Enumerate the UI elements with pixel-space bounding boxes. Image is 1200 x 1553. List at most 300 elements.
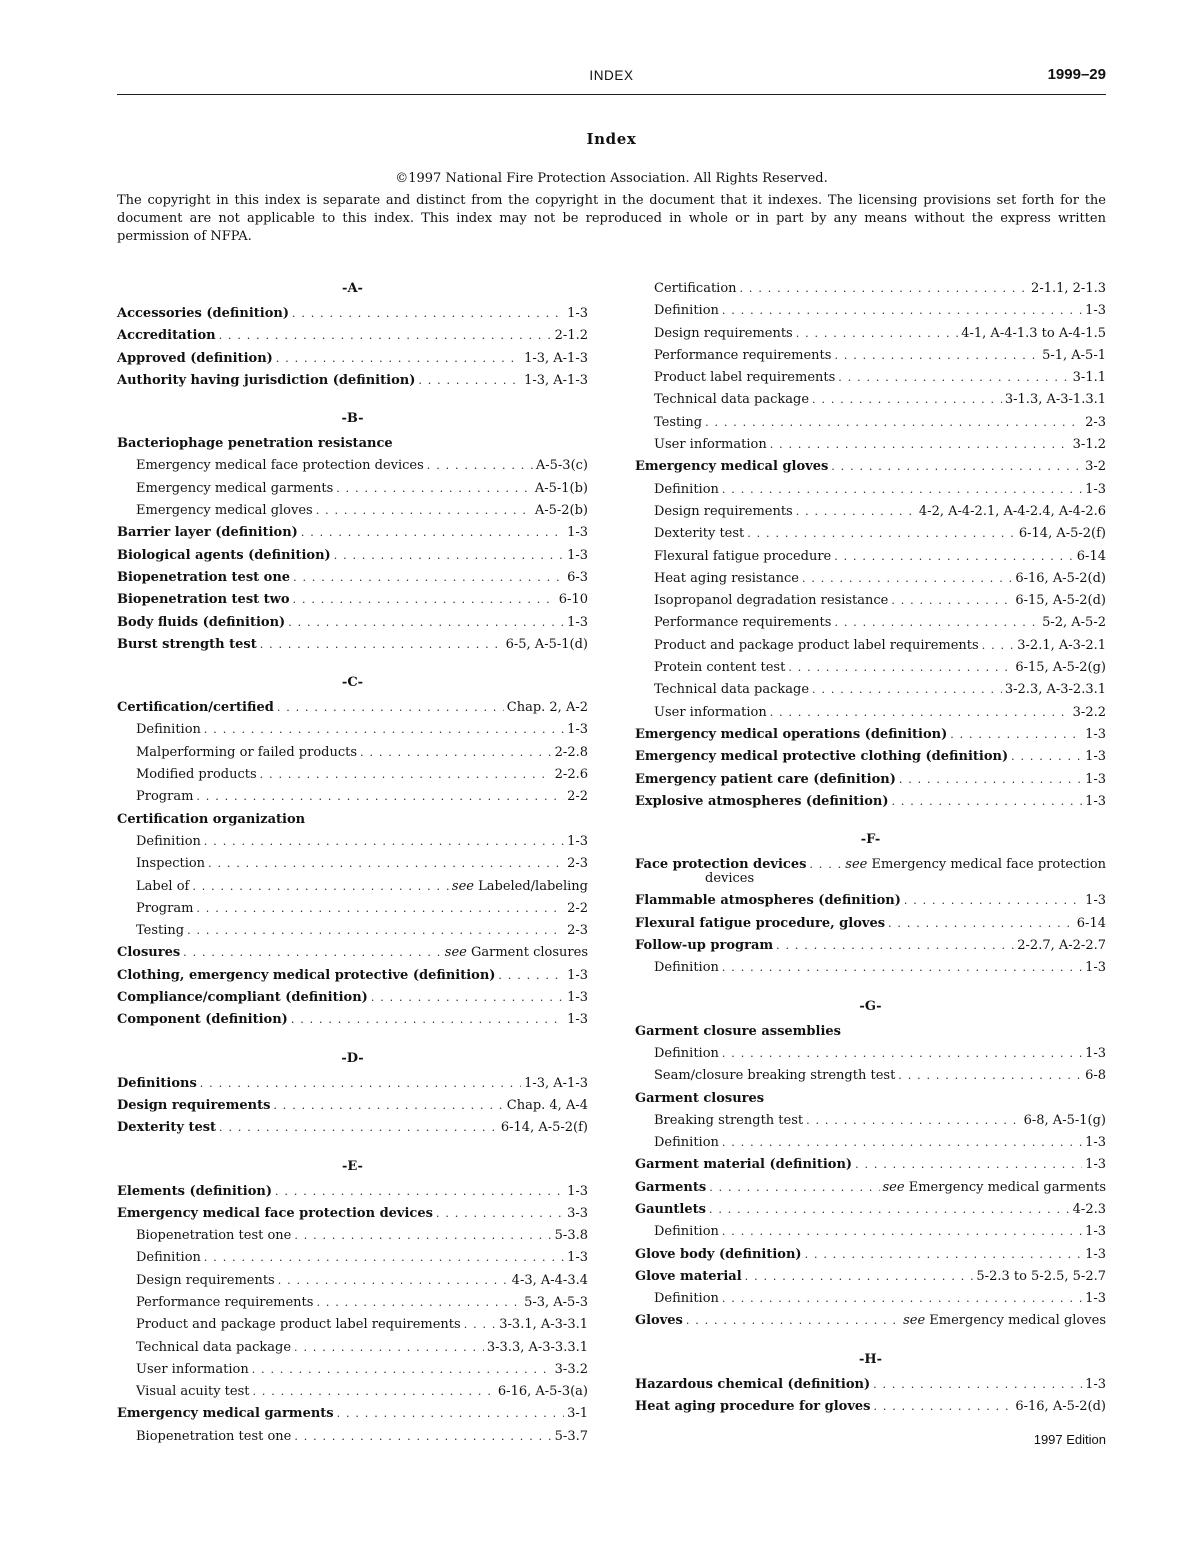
entry-reference: 6-3 [567,569,588,585]
leader-dots [776,935,1014,957]
copyright-notice: The copyright in this index is separate and distinct from the copyright in the document that it indexes. The licensing provisions set forth for the document are not applicable to this index. This index may not be reproduced in whole or in part by any means without the express written permission of NFPA. [117,193,1106,244]
leader-dots [294,1426,551,1448]
leader-dots [273,1095,503,1117]
index-entry [635,1310,1106,1332]
section-letter: -D- [341,1050,364,1066]
entry-term: Authority having jurisdiction (definition) [117,372,416,388]
leader-dots [196,786,564,808]
entry-term: Explosive atmospheres (definition) [635,793,889,809]
leader-dots [294,1337,484,1359]
leader-dots [316,500,532,522]
leader-dots [812,679,1002,701]
section-letter: -F- [860,832,881,848]
entry-reference: 5-3.7 [554,1428,588,1444]
index-subentry [635,546,1106,568]
leader-dots [436,1203,564,1225]
entry-term: Program [136,789,194,805]
entry-term: Glove material [635,1268,742,1284]
entry-term: User information [654,704,767,720]
leader-dots [219,1117,498,1139]
index-subentry [117,1247,588,1269]
leader-dots [336,478,532,500]
index-subentry [117,742,588,764]
index-subentry [635,679,1106,701]
entry-term: Definition [654,1224,719,1240]
leader-dots [208,853,564,875]
leader-dots [747,523,1016,545]
entry-reference: 1-3 [1085,726,1106,742]
entry-reference: 3-3.3, A-3-3.3.1 [486,1339,588,1355]
index-subentry [635,1221,1106,1243]
edition-footer: 1997 Edition [1033,1432,1106,1447]
entry-reference: 3-1.1 [1072,370,1106,386]
entry-reference: 1-3 [1085,771,1106,787]
index-entry [117,325,588,347]
index-entry [117,1403,588,1425]
entry-term: Certification/certified [117,700,274,716]
running-head: INDEX [589,68,634,83]
leader-dots [464,1314,497,1336]
entry-reference: 6-16, A-5-3(a) [497,1384,588,1400]
leader-dots [292,303,564,325]
index-entry [117,567,588,589]
index-subentry [117,1292,588,1314]
index-subentry [635,702,1106,724]
leader-dots [834,546,1074,568]
index-subentry [117,1314,588,1336]
index-entry [117,697,588,719]
leader-dots [722,300,1082,322]
entry-term: Emergency patient care (definition) [635,771,896,787]
entry-term: Breaking strength test [654,1112,804,1128]
see-label: see [444,945,467,961]
index-entry [117,612,588,634]
entry-reference: 1-3 [567,525,588,541]
entry-term: Emergency medical gloves [635,459,829,475]
entry-reference: 6-14 [1076,915,1106,931]
entry-reference: 1-3 [567,306,588,321]
copyright-line: ©1997 National Fire Protection Association. All Rights Reserved. [395,171,828,186]
index-entry [117,348,588,370]
entry-term: Label of [136,878,190,894]
index-entry [117,1203,588,1225]
entry-reference: 4-3, A-4-3.4 [511,1272,588,1288]
page-title: Index [586,130,637,148]
entry-reference [445,942,588,964]
entry-reference: 2-2.6 [554,767,588,783]
entry-reference: 1-3 [567,547,588,563]
index-subentry [635,367,1106,389]
entry-term: Performance requirements [654,347,832,363]
see-label: see [451,878,474,894]
leader-dots [293,589,556,611]
index-entry [635,1244,1106,1266]
entry-reference: 3-2.1, A-3-2.1 [1017,637,1106,653]
entry-term: Performance requirements [654,615,832,631]
entry-term: Technical data package [136,1339,292,1355]
leader-dots [276,348,521,370]
index-subentry [117,920,588,942]
index-subentry [635,501,1106,523]
entry-term: Biological agents (definition) [117,547,331,563]
index-entry [635,769,1106,791]
entry-reference: 6-14, A-5-2(f) [1018,526,1106,542]
entry-term: Definition [136,1250,201,1266]
index-subentry [117,853,588,875]
leader-dots [187,920,564,942]
leader-dots [874,1396,1013,1418]
entry-term: Emergency medical face protection devices [136,458,424,474]
entry-term: Component (definition) [117,1012,288,1028]
entry-term: Barrier layer (definition) [117,525,298,541]
section-letter: -A- [342,281,363,296]
entry-term: Technical data package [654,682,810,698]
entry-term: Protein content test [654,660,786,676]
leader-dots [892,791,1083,813]
leader-dots [805,1244,1083,1266]
entry-reference: 2-2 [567,789,588,805]
entry-reference: 2-2 [567,900,588,916]
leader-dots [809,854,842,876]
leader-dots [291,1009,564,1031]
entry-reference: 6-14, A-5-2(f) [500,1120,588,1136]
entry-term: Definition [136,722,201,738]
entry-reference: 3-2 [1085,459,1106,475]
entry-term: Gauntlets [635,1201,706,1217]
entry-reference: 4-2.3 [1072,1201,1106,1217]
entry-reference: 1-3 [567,990,588,1006]
entry-reference: 6-15, A-5-2(g) [1015,660,1106,676]
index-subentry [635,657,1106,679]
index-subentry [635,479,1106,501]
leader-dots [899,769,1082,791]
index-subentry [635,434,1106,456]
entry-reference: 2-3 [567,923,588,939]
entry-term: Definition [654,1135,719,1151]
entry-term: Heat aging resistance [654,570,799,586]
entry-term: Inspection [136,856,206,872]
entry-reference: 1-3 [567,833,588,849]
leader-dots [745,1266,974,1288]
entry-term: Approved (definition) [117,350,273,366]
entry-reference: 6-10 [558,592,588,608]
leader-dots [709,1199,1070,1221]
entry-reference: 2-3 [567,856,588,872]
see-target: Emergency medical face protection [871,857,1106,873]
index-entry [635,1154,1106,1176]
leader-dots [219,325,552,347]
entry-term: Isopropanol degradation resistance [654,593,889,609]
entry-term: Garment closure assemblies [635,1023,841,1039]
leader-dots [260,634,503,656]
index-subentry [635,612,1106,634]
entry-reference: 1-3 [567,614,588,630]
entry-term: Definition [654,481,719,497]
entry-reference: 1-3 [1085,1045,1106,1061]
leader-dots [277,697,504,719]
leader-dots [316,1292,521,1314]
entry-reference: 1-3 [1085,893,1106,909]
index-entry [117,1095,588,1117]
leader-dots [294,1225,551,1247]
entry-reference: 6-8 [1085,1068,1106,1084]
index-entry [635,791,1106,813]
leader-dots [301,522,564,544]
entry-reference: 1-3 [1085,1157,1106,1173]
entry-term: Certification [654,281,737,296]
entry-term: Burst strength test [117,636,257,652]
entry-reference: 5-3.8 [554,1228,588,1244]
index-subentry [635,345,1106,367]
leader-dots [334,545,564,567]
entry-reference: 1-3 [567,967,588,983]
entry-term: Clothing, emergency medical protective (definition) [117,967,496,983]
index-subentry [117,1359,588,1381]
leader-dots [200,1073,521,1095]
entry-reference: 4-2, A-4-2.1, A-4-2.4, A-4-2.6 [918,503,1106,519]
entry-term: Design requirements [136,1272,275,1288]
leader-dots [204,719,564,741]
entry-term: Follow-up program [635,938,774,954]
index-subentry [635,389,1106,411]
index-entry [117,1073,588,1095]
entry-term: Closures [117,945,181,961]
entry-reference: 3-1.3, A-3-1.3.1 [1004,392,1106,408]
leader-dots [288,612,564,634]
entry-reference: 2-1.1, 2-1.3 [1031,281,1106,296]
entry-term: Dexterity test [654,526,745,542]
section-letter: -C- [341,675,364,691]
entry-reference: Chap. 2, A-2 [506,700,588,716]
leader-dots [873,1374,1082,1396]
index-entry [117,634,588,656]
leader-dots [722,957,1082,979]
entry-term: Biopenetration test two [117,592,290,608]
entry-reference: 1-3 [567,1183,588,1199]
section-letter: -H- [858,1351,883,1367]
leader-dots [722,479,1082,501]
entry-term: Accessories (definition) [117,306,289,321]
index-entry [635,1396,1106,1418]
leader-dots [898,1065,1082,1087]
leader-dots [252,1381,494,1403]
leader-dots [204,1247,564,1269]
entry-term: Definition [654,1291,719,1307]
entry-term: Garment closures [635,1090,765,1106]
entry-term: Definition [136,833,201,849]
leader-dots [278,1270,509,1292]
entry-reference: 3-3.1, A-3-3.1 [499,1317,588,1333]
entry-term: Glove body (definition) [635,1246,802,1262]
entry-reference: 3-1.2 [1072,437,1106,453]
leader-dots [722,1132,1082,1154]
entry-reference: 1-3 [1085,1291,1106,1307]
leader-dots [806,1110,1020,1132]
entry-term: Biopenetration test one [136,1228,292,1244]
see-label: see [903,1313,926,1329]
index-entry [117,809,588,831]
index-subentry [635,523,1106,545]
entry-reference: A-5-3(c) [535,458,588,474]
index-subentry [635,590,1106,612]
index-subentry [635,412,1106,434]
entry-reference: 1-3 [1085,960,1106,976]
page-header [117,66,1106,95]
leader-dots [293,567,564,589]
index-entry [117,1181,588,1203]
see-label: see [882,1179,905,1195]
leader-dots [337,1403,564,1425]
index-subentry [635,1065,1106,1087]
entry-term: Design requirements [654,325,793,341]
entry-term: Hazardous chemical (definition) [635,1376,871,1392]
leader-dots [722,1043,1082,1065]
index-subentry [117,478,588,500]
leader-dots [796,501,916,523]
index-subentry [117,898,588,920]
entry-term: Testing [654,414,703,430]
index-entry [117,1117,588,1139]
entry-reference: 1-3 [1085,793,1106,809]
leader-dots [686,1310,900,1332]
entry-term: Technical data package [654,392,810,408]
index-entry [635,935,1106,957]
entry-reference: A-5-2(b) [534,503,588,519]
entry-term: Emergency medical garments [136,480,334,496]
section-letter: -E- [342,1158,363,1174]
entry-term: User information [654,437,767,453]
entry-term: Seam/closure breaking strength test [654,1068,896,1084]
entry-reference: 5-3, A-5-3 [524,1294,588,1310]
index-entry [635,1088,1106,1110]
entry-term: Biopenetration test one [117,569,291,585]
leader-dots [360,742,552,764]
entry-reference: 6-16, A-5-2(d) [1015,570,1106,586]
entry-reference: 5-2.3 to 5-2.5, 5-2.7 [976,1268,1106,1284]
entry-term: Product and package product label requirements [654,637,979,653]
entry-reference [845,854,1106,876]
leader-dots [834,345,1039,367]
entry-reference-continued: devices [705,871,755,887]
index-subentry [117,876,588,898]
entry-reference: Chap. 4, A-4 [506,1097,588,1113]
entry-term: Face protection devices [635,857,807,873]
entry-reference: 6-8, A-5-1(g) [1023,1112,1106,1128]
entry-reference: 1-3 [1085,1135,1106,1151]
index-entry [635,890,1106,912]
page-number: 1999–29 [1047,66,1106,83]
leader-dots [722,1221,1082,1243]
entry-term: Emergency medical operations (definition) [635,726,948,742]
index-subentry [635,1043,1106,1065]
entry-reference: 1-3 [567,722,588,738]
index-entry [635,1266,1106,1288]
entry-term: Definition [654,960,719,976]
leader-dots [427,455,533,477]
leader-dots [418,370,521,392]
index-subentry [117,831,588,853]
leader-dots [812,389,1002,411]
entry-reference: 3-1 [567,1406,588,1422]
entry-reference [883,1177,1106,1199]
index-subentry [635,568,1106,590]
entry-reference: 3-3 [567,1205,588,1221]
index-subentry [117,500,588,522]
entry-reference: 3-2.2 [1072,704,1106,720]
leader-dots [904,890,1082,912]
entry-reference: 2-1.2 [554,328,588,344]
entry-reference: 6-5, A-5-1(d) [505,636,588,652]
leader-dots [982,635,1015,657]
index-entry [635,746,1106,768]
see-label: see [845,857,868,873]
entry-term: Definitions [117,1075,197,1091]
see-target: Labeled/labeling [478,878,588,894]
leader-dots [196,898,564,920]
entry-term: Definition [654,303,719,319]
index-entry [117,965,588,987]
leader-dots [709,1177,879,1199]
index-entry [117,370,588,392]
index-subentry [117,1426,588,1448]
leader-dots [834,612,1039,634]
leader-dots [855,1154,1082,1176]
index-subentry [635,1110,1106,1132]
leader-dots [498,965,564,987]
index-subentry [635,1132,1106,1154]
index-entry [117,987,588,1009]
entry-reference: 1-3 [1085,1224,1106,1240]
entry-reference: 1-3 [1085,1246,1106,1262]
index-subentry [117,1270,588,1292]
entry-reference: 2-2.7, A-2-2.7 [1017,938,1106,954]
entry-term: Gloves [635,1313,683,1329]
entry-term: Product and package product label requirements [136,1317,461,1333]
index-subentry [117,455,588,477]
entry-reference: 1-3, A-1-3 [524,1075,588,1091]
entry-reference: 1-3 [1085,1376,1106,1392]
index-entry [117,303,588,325]
index-entry [635,1199,1106,1221]
entry-term: Performance requirements [136,1294,314,1310]
entry-term: Heat aging procedure for gloves [635,1399,871,1415]
index-entry [635,1021,1106,1043]
entry-term: Compliance/compliant (definition) [117,990,368,1006]
index-entry [117,522,588,544]
entry-reference: 3-2.3, A-3-2.3.1 [1004,682,1106,698]
index-subentry [635,300,1106,322]
index-entry [635,1374,1106,1396]
index-entry [117,433,588,455]
entry-reference: 5-1, A-5-1 [1042,347,1106,363]
entry-term: Accreditation [117,328,216,344]
entry-reference: 1-3, A-1-3 [524,350,588,366]
leader-dots [371,987,564,1009]
entry-term: Garments [635,1179,707,1195]
entry-term: Flammable atmospheres (definition) [635,893,901,909]
index-subentry [117,1337,588,1359]
index-subentry [635,1288,1106,1310]
index-subentry [635,957,1106,979]
index-subentry [117,786,588,808]
entry-term: User information [136,1361,249,1377]
leader-dots [888,913,1074,935]
leader-dots [770,434,1070,456]
index-entry [117,545,588,567]
entry-term: Emergency medical face protection devices [117,1205,433,1221]
index-entry [635,1177,1106,1199]
see-target: Emergency medical gloves [929,1313,1106,1329]
